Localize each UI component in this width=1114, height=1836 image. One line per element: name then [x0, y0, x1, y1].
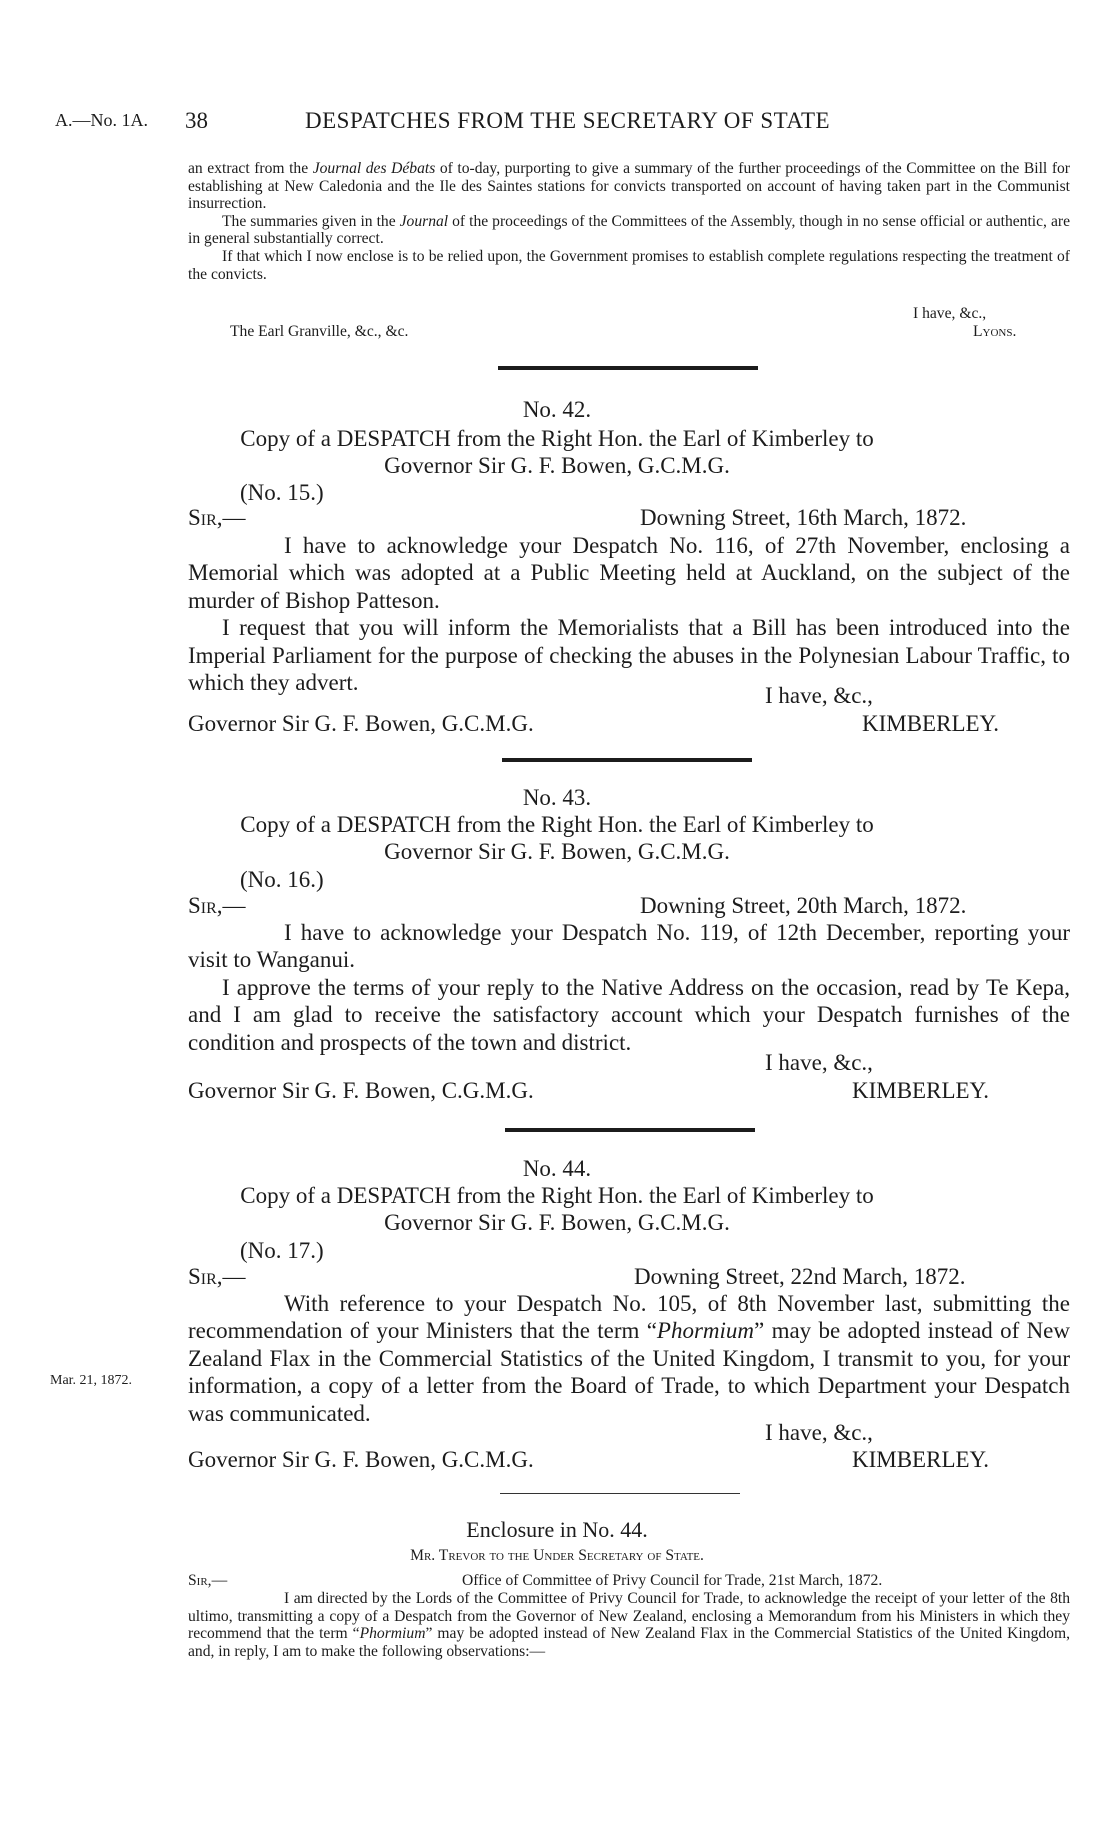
despatch-44-place-date: Downing Street, 22nd March, 1872.	[634, 1264, 966, 1289]
despatch-42-signature: KIMBERLEY.	[862, 711, 999, 736]
intro-closing: I have, &c.,	[913, 305, 987, 322]
intro-paragraph-2: The summaries given in the Journal of the proceedings of the Committees of the Assembly, though in no sense official or authentic, are in general substantially correct.	[188, 212, 1070, 248]
despatch-42-place-date: Downing Street, 16th March, 1872.	[640, 505, 967, 530]
despatch-43-closing: I have, &c.,	[765, 1050, 873, 1075]
despatch-44-ref: (No. 17.)	[240, 1238, 324, 1263]
paper-reference: A.—No. 1A.	[55, 110, 148, 130]
despatch-42-title-line2: Governor Sir G. F. Bowen, G.C.M.G.	[384, 453, 730, 478]
despatch-43-signature: KIMBERLEY.	[852, 1078, 989, 1103]
despatch-43-place-date: Downing Street, 20th March, 1872.	[640, 893, 967, 918]
despatch-43-number: No. 43.	[522, 785, 592, 810]
despatch-42-body	[188, 532, 1070, 696]
despatch-43-body	[188, 919, 1070, 1056]
despatch-43-title-line2: Governor Sir G. F. Bowen, G.C.M.G.	[384, 839, 730, 864]
despatch-44-paragraph-1: With reference to your Despatch No. 105, of 8th November last, submitting the recommendation of your Ministers that the term “Phormium” may be adopted instead of New Zealand Flax in the Commercial Statistics of the United Kingdom, I transmit to you, for your information, a copy of a letter from the Board of Trade, to which Department your Despatch was communicated.	[188, 1291, 1070, 1426]
intro-continuation	[188, 160, 1070, 283]
despatch-42-closing: I have, &c.,	[765, 683, 873, 708]
despatch-44-title-line2: Governor Sir G. F. Bowen, G.C.M.G.	[384, 1210, 730, 1235]
page-number: 38	[185, 108, 208, 133]
enclosure-body	[188, 1590, 1070, 1660]
intro-signature: Lyons.	[973, 323, 1017, 340]
enclosure-paragraph-1: I am directed by the Lords of the Committee of Privy Council for Trade, to acknowledge the receipt of your letter of the 8th ultimo, transmitting a copy of a Despatch from the Governor of New Zealand, enclosing a Memorandum from his Ministers in which they recommend that the term “Phormium” may be adopted instead of New Zealand Flax in the Commercial Statistics of the United Kingdom, and, in reply, I am to make the following observations:—	[188, 1590, 1070, 1660]
intro-paragraph-3: If that which I now enclose is to be relied upon, the Government promises to establish complete regulations respecting the treatment of the convicts.	[188, 247, 1070, 283]
enclosure-subheading: Mr. Trevor to the Under Secretary of State.	[410, 1547, 704, 1564]
despatch-43-title-line1: Copy of a DESPATCH from the Right Hon. the Earl of Kimberley to	[240, 812, 874, 837]
despatch-44-closing: I have, &c.,	[765, 1420, 873, 1445]
intro-addressee: The Earl Granville, &c., &c.	[230, 323, 409, 340]
despatch-44-salutation: Sir,—	[188, 1264, 246, 1289]
despatch-43-addressee: Governor Sir G. F. Bowen, C.G.M.G.	[188, 1078, 534, 1103]
margin-note-date: Mar. 21, 1872.	[50, 1373, 133, 1388]
despatch-42-paragraph-2: I request that you will inform the Memorialists that a Bill has been introduced into the Imperial Parliament for the purpose of checking the abuses in the Polynesian Labour Traffic, to which they advert.	[188, 615, 1070, 696]
despatch-42-title-line1: Copy of a DESPATCH from the Right Hon. the Earl of Kimberley to	[240, 426, 874, 451]
despatch-42-ref: (No. 15.)	[240, 480, 324, 505]
running-title: DESPATCHES FROM THE SECRETARY OF STATE	[305, 108, 831, 133]
enclosure-heading: Enclosure in No. 44.	[466, 1517, 648, 1542]
despatch-43-paragraph-1: I have to acknowledge your Despatch No. 119, of 12th December, reporting your visit to Wanganui.	[188, 920, 1070, 973]
section-divider	[498, 366, 758, 370]
despatch-44-body	[188, 1290, 1070, 1427]
despatch-43-paragraph-2: I approve the terms of your reply to the Native Address on the occasion, read by Te Kepa, and I am glad to receive the satisfactory account which your Despatch furnishes of the condition and prospects of the town and district.	[188, 974, 1070, 1055]
enclosure-salutation: Sir,—	[188, 1572, 228, 1589]
despatch-44-addressee: Governor Sir G. F. Bowen, G.C.M.G.	[188, 1447, 534, 1472]
despatch-42-salutation: Sir,—	[188, 505, 246, 530]
despatch-43-ref: (No. 16.)	[240, 867, 324, 892]
running-header	[0, 108, 1114, 138]
section-divider	[505, 1128, 755, 1132]
section-divider	[500, 1493, 740, 1494]
despatch-42-paragraph-1: I have to acknowledge your Despatch No. 116, of 27th November, enclosing a Memorial which was adopted at a Public Meeting held at Auckland, on the subject of the murder of Bishop Patteson.	[188, 533, 1070, 613]
despatch-44-signature: KIMBERLEY.	[852, 1447, 989, 1472]
despatch-42-addressee: Governor Sir G. F. Bowen, G.C.M.G.	[188, 711, 534, 736]
intro-paragraph-1: an extract from the Journal des Débats of to-day, purporting to give a summary of the further proceedings of the Committee on the Bill for establishing at New Caledonia and the Ile des Saintes stations for convicts transported on account of having taken part in the Communist insurrection.	[188, 160, 1070, 213]
despatch-44-number: No. 44.	[522, 1156, 592, 1181]
enclosure-place-date: Office of Committee of Privy Council for Trade, 21st March, 1872.	[462, 1572, 883, 1589]
section-divider	[502, 758, 752, 762]
despatch-43-salutation: Sir,—	[188, 893, 246, 918]
despatch-42-number: No. 42.	[522, 397, 592, 422]
despatch-44-title-line1: Copy of a DESPATCH from the Right Hon. the Earl of Kimberley to	[240, 1183, 874, 1208]
